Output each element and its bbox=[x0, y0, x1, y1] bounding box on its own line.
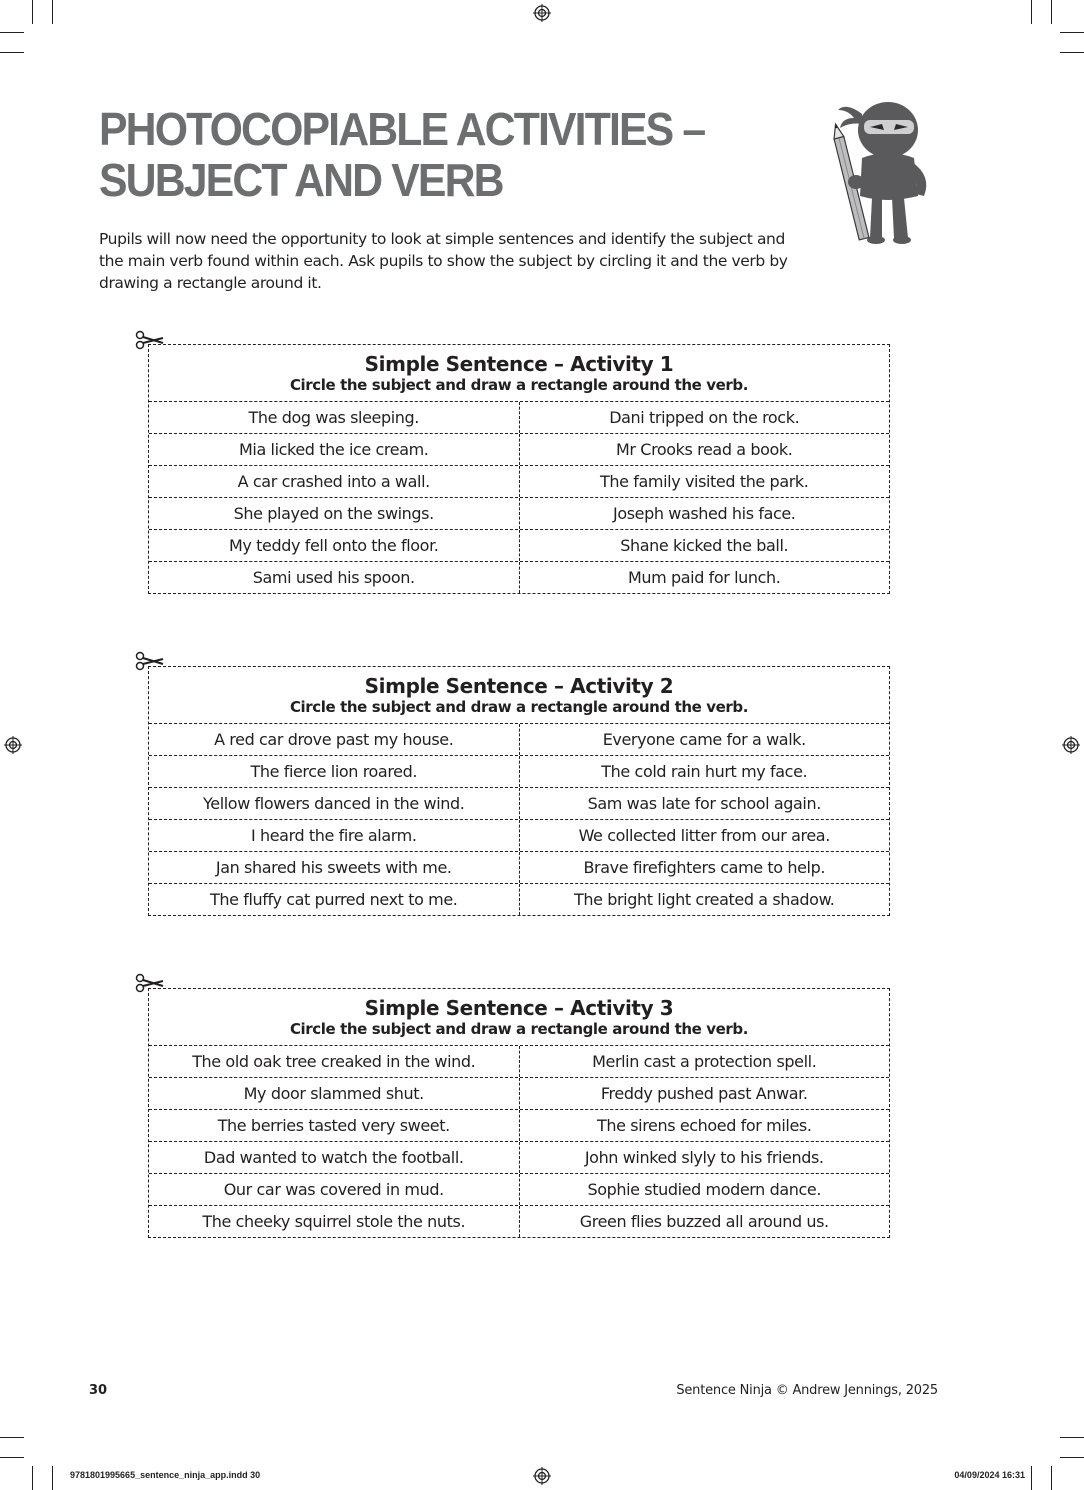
crop-mark bbox=[1031, 0, 1032, 24]
sentence-row bbox=[149, 852, 889, 884]
sentence-cell: Merlin cast a protection spell. bbox=[592, 1052, 817, 1071]
crop-mark bbox=[0, 52, 24, 53]
sentence-row bbox=[149, 1110, 889, 1142]
activity-title: Simple Sentence – Activity 3 bbox=[364, 996, 674, 1020]
sentence-cell: Everyone came for a walk. bbox=[602, 730, 806, 749]
sentence-row bbox=[149, 402, 889, 434]
sentence-cell: The cheeky squirrel stole the nuts. bbox=[149, 1206, 520, 1237]
sentence-row bbox=[149, 434, 889, 466]
activity-instruction: Circle the subject and draw a rectangle around the verb. bbox=[289, 1020, 749, 1038]
activity-card-3 bbox=[148, 988, 890, 1238]
page-title-line-1: PHOTOCOPIABLE ACTIVITIES – bbox=[99, 103, 705, 155]
sentence-row bbox=[149, 1046, 889, 1078]
slug-date-info: 04/09/2024 16:31 bbox=[954, 1470, 1025, 1480]
sentence-row bbox=[149, 466, 889, 498]
sentence-cell: Dad wanted to watch the football. bbox=[149, 1142, 520, 1173]
sentence-row bbox=[149, 1174, 889, 1206]
sentence-cell: Green flies buzzed all around us. bbox=[579, 1212, 829, 1231]
registration-mark-icon bbox=[533, 4, 551, 22]
sentence-cell: John winked slyly to his friends. bbox=[584, 1148, 824, 1167]
sentence-row bbox=[149, 724, 889, 756]
sentence-cell: The fluffy cat purred next to me. bbox=[149, 884, 520, 915]
sentence-cell: Yellow flowers danced in the wind. bbox=[149, 788, 520, 819]
slug-file-info: 9781801995665_sentence_ninja_app.indd 30 bbox=[70, 1470, 261, 1480]
crop-mark bbox=[1051, 1466, 1052, 1490]
sentence-cell: Dani tripped on the rock. bbox=[609, 408, 800, 427]
sentence-cell: Mr Crooks read a book. bbox=[616, 440, 793, 459]
activity-title: Simple Sentence – Activity 2 bbox=[364, 674, 674, 698]
sentence-cell: Sam was late for school again. bbox=[587, 794, 821, 813]
crop-mark bbox=[1051, 0, 1052, 24]
intro-paragraph: Pupils will now need the opportunity to look at simple sentences and identify the subject and the main verb found within each. Ask pupils to show the subject by circling it and the verb by drawing a rectangle around it. bbox=[99, 230, 788, 292]
page-title-line-2: SUBJECT AND VERB bbox=[99, 154, 503, 206]
sentence-row bbox=[149, 498, 889, 530]
sentence-cell: We collected litter from our area. bbox=[578, 826, 830, 845]
sentence-cell: The old oak tree creaked in the wind. bbox=[149, 1046, 520, 1077]
activity-card-2 bbox=[148, 666, 890, 916]
sentence-cell: Freddy pushed past Anwar. bbox=[600, 1084, 808, 1103]
sentence-cell: The family visited the park. bbox=[600, 472, 809, 491]
sentence-cell: Shane kicked the ball. bbox=[620, 536, 789, 555]
activity-header bbox=[149, 989, 889, 1046]
sentence-cell: Brave firefighters came to help. bbox=[583, 858, 826, 877]
crop-mark bbox=[1060, 32, 1084, 33]
sentence-row bbox=[149, 788, 889, 820]
activity-header bbox=[149, 345, 889, 402]
sentence-cell: My teddy fell onto the floor. bbox=[149, 530, 520, 561]
registration-mark-icon bbox=[4, 736, 22, 754]
sentence-cell: The bright light created a shadow. bbox=[574, 890, 835, 909]
page-number: 30 bbox=[89, 1383, 108, 1398]
sentence-row bbox=[149, 756, 889, 788]
activity-card-1 bbox=[148, 344, 890, 594]
sentence-cell: Mum paid for lunch. bbox=[627, 568, 781, 587]
sentence-cell: The sirens echoed for miles. bbox=[596, 1116, 812, 1135]
sentence-cell: The cold rain hurt my face. bbox=[601, 762, 808, 781]
activity-instruction: Circle the subject and draw a rectangle around the verb. bbox=[289, 376, 749, 394]
sentence-cell: My door slammed shut. bbox=[149, 1078, 520, 1109]
crop-mark bbox=[0, 1457, 24, 1458]
sentence-cell: The dog was sleeping. bbox=[149, 402, 520, 433]
sentence-cell: Mia licked the ice cream. bbox=[149, 434, 520, 465]
sentence-cell: Our car was covered in mud. bbox=[149, 1174, 520, 1205]
sentence-cell: A red car drove past my house. bbox=[149, 724, 520, 755]
sentence-row bbox=[149, 1142, 889, 1174]
sentence-row bbox=[149, 562, 889, 593]
page-title bbox=[99, 104, 704, 206]
sentence-cell: A car crashed into a wall. bbox=[149, 466, 520, 497]
sentence-cell: Sami used his spoon. bbox=[149, 562, 520, 593]
sentence-row bbox=[149, 884, 889, 915]
sentence-cell: Joseph washed his face. bbox=[613, 504, 796, 523]
activity-instruction: Circle the subject and draw a rectangle around the verb. bbox=[289, 698, 749, 716]
sentence-cell: I heard the fire alarm. bbox=[149, 820, 520, 851]
sentence-row bbox=[149, 820, 889, 852]
sentence-cell: Jan shared his sweets with me. bbox=[149, 852, 520, 883]
crop-mark bbox=[1060, 1457, 1084, 1458]
ninja-with-pencil-icon bbox=[832, 96, 936, 246]
activity-title: Simple Sentence – Activity 1 bbox=[364, 352, 674, 376]
crop-mark bbox=[0, 1437, 24, 1438]
sentence-row bbox=[149, 530, 889, 562]
registration-mark-icon bbox=[533, 1467, 551, 1485]
crop-mark bbox=[32, 0, 33, 24]
sentence-row bbox=[149, 1078, 889, 1110]
crop-mark bbox=[52, 0, 53, 24]
sentence-cell: Sophie studied modern dance. bbox=[587, 1180, 822, 1199]
sentence-cell: The fierce lion roared. bbox=[149, 756, 520, 787]
registration-mark-icon bbox=[1062, 736, 1080, 754]
sentence-row bbox=[149, 1206, 889, 1237]
crop-mark bbox=[1031, 1466, 1032, 1490]
crop-mark bbox=[52, 1466, 53, 1490]
copyright-notice: Sentence Ninja © Andrew Jennings, 2025 bbox=[676, 1383, 938, 1398]
crop-mark bbox=[1060, 1437, 1084, 1438]
crop-mark bbox=[32, 1466, 33, 1490]
crop-mark bbox=[1060, 52, 1084, 53]
sentence-cell: The berries tasted very sweet. bbox=[149, 1110, 520, 1141]
activity-header bbox=[149, 667, 889, 724]
sentence-cell: She played on the swings. bbox=[149, 498, 520, 529]
crop-mark bbox=[0, 32, 24, 33]
